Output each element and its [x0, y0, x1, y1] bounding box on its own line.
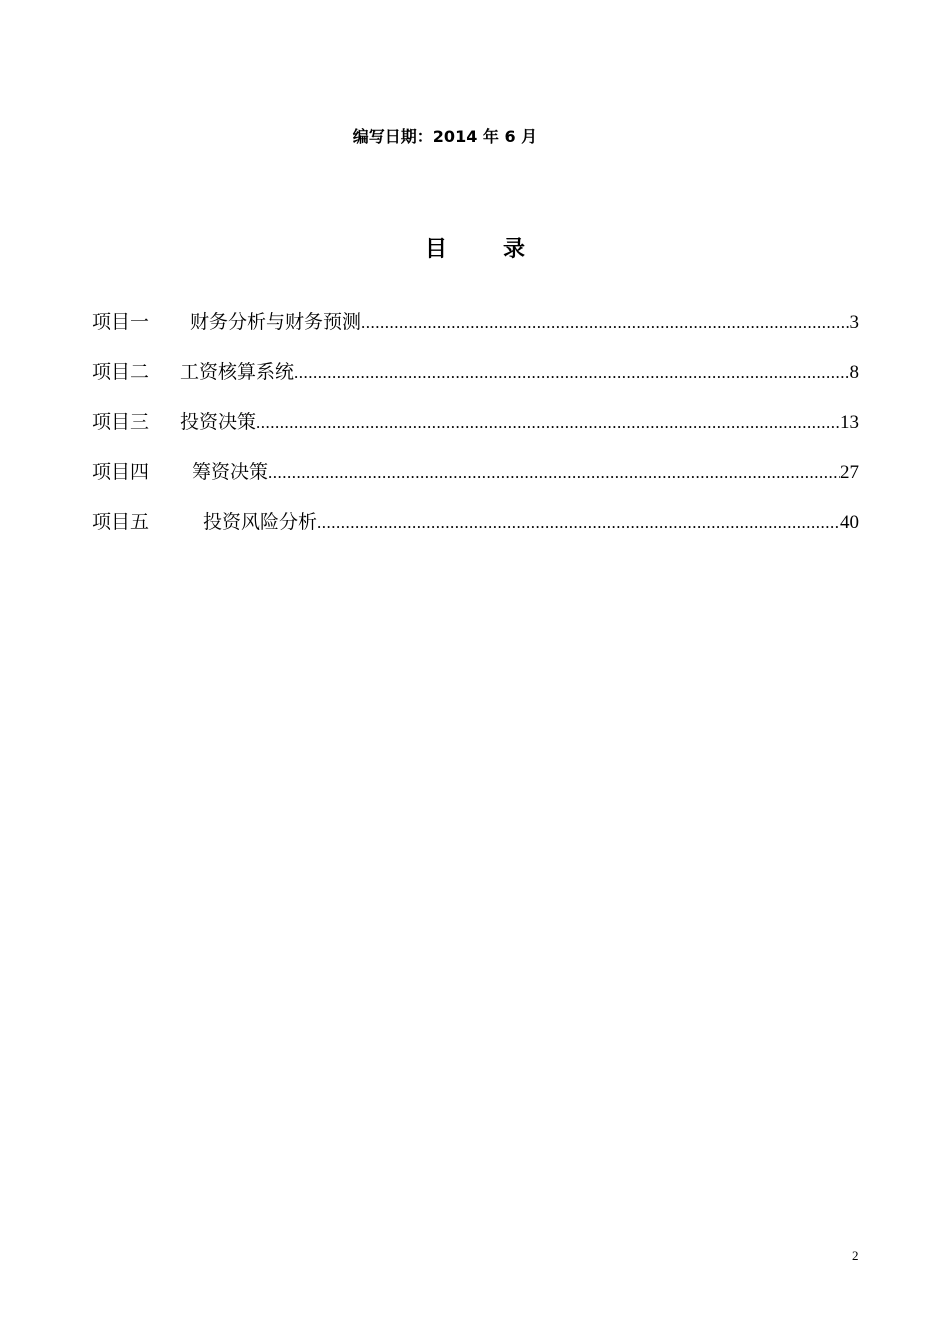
toc-entry-number: 项目三 [92, 411, 150, 433]
toc-entry-title: 投资风险分析 [203, 511, 318, 533]
compile-date: 编写日期：2014 年 6 月 [352, 127, 538, 146]
toc-entry-title: 财务分析与财务预测 [190, 311, 362, 333]
toc-entry-page: 8 [849, 362, 859, 383]
toc-entry-number: 项目五 [92, 511, 150, 533]
toc-heading-left: 目 [424, 237, 447, 262]
toc-entry-title: 投资决策 [180, 411, 257, 433]
toc-heading-right: 录 [503, 237, 526, 262]
toc-entry-2[interactable] [92, 359, 859, 409]
table-of-contents [92, 309, 859, 559]
toc-entry-number: 项目四 [92, 461, 150, 483]
toc-dot-leader [361, 310, 849, 336]
toc-entry-page: 3 [849, 312, 859, 333]
toc-dot-leader [294, 360, 849, 386]
toc-entry-number: 项目二 [92, 361, 150, 383]
toc-dot-leader [317, 510, 840, 536]
toc-heading [0, 232, 950, 263]
toc-entry-1[interactable] [92, 309, 859, 359]
toc-entry-5[interactable] [92, 509, 859, 559]
toc-entry-number: 项目一 [92, 311, 150, 333]
page-number: 2 [852, 1248, 859, 1263]
toc-entry-title: 筹资决策 [192, 461, 269, 483]
toc-entry-page: 27 [840, 462, 859, 483]
toc-entry-3[interactable] [92, 409, 859, 459]
toc-entry-page: 13 [840, 412, 859, 433]
toc-entry-title: 工资核算系统 [180, 361, 295, 383]
toc-entry-4[interactable] [92, 459, 859, 509]
toc-dot-leader [268, 460, 840, 486]
toc-entry-page: 40 [840, 512, 859, 533]
toc-dot-leader [256, 410, 840, 436]
